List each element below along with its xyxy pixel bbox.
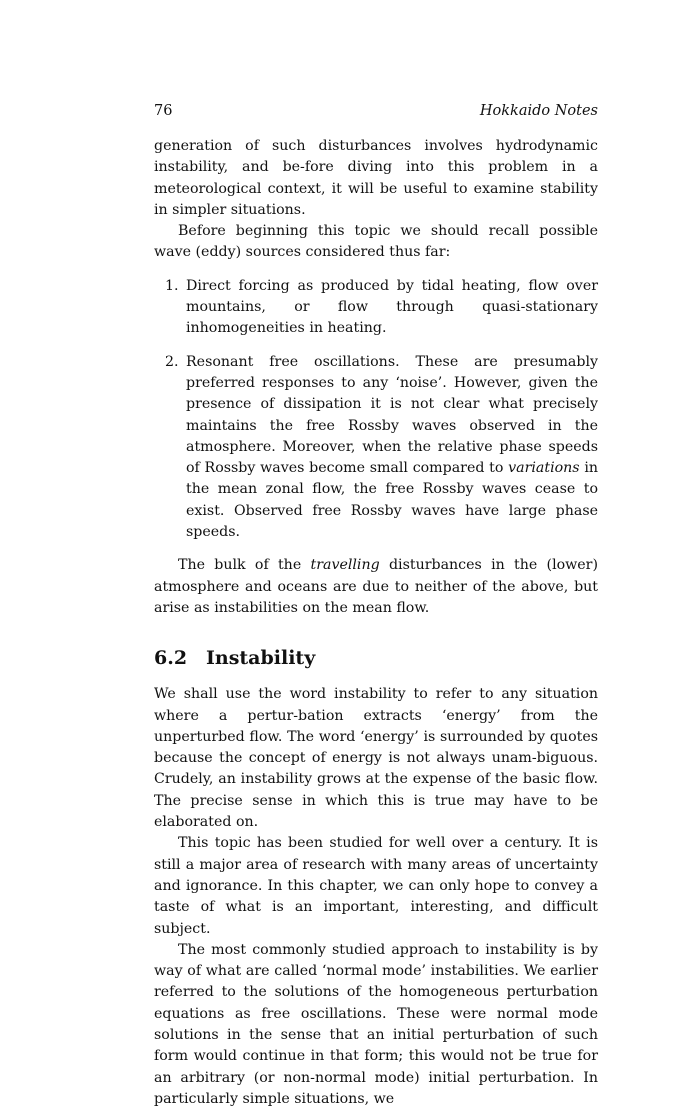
intro-paragraph-2: Before beginning this topic we should recall possible wave (eddy) sources considered thus far: [154,223,598,261]
list-item [154,352,598,544]
body-paragraph-3: The most commonly studied approach to instability is by way of what are called ‘normal mode’ instabilities. We earlier referred to the solutions of the homogeneous perturbation equations as free oscillations. These were normal mode solutions in the sense that an initial perturbation of such form would continue in that form; this would not be true for an arbitrary (or non-normal mode) initial perturbation. In particularly simple situations, we [154,941,598,1107]
page-number: 76 [154,103,173,119]
page-header [154,102,598,120]
emphasis-travelling: travelling [310,557,380,574]
document-page [154,102,598,1110]
body-paragraph-1: We shall use the word instability to refer to any situation where a pertur-bation extracts ‘energy’ from the unperturbed flow. The word ‘energy’ is surrounded by quotes because the concept of energy is not always unam-biguous. Crudely, an instability grows at the expense of the basic flow. The precise sense in which this is true may have to be elaborated on. [154,686,598,831]
bulk-paragraph [154,555,598,619]
list-item-text-before: Resonant free oscillations. These are presumably preferred responses to any ‘noise’. However, given the presence of dissipation it is not clear what precisely maintains the free Rossby waves observed in the atmosphere. Moreover, when the relative phase speeds of Rossby waves become small compared to [186,353,598,477]
bulk-text-before: The bulk of the [178,557,311,574]
list-item-text-after: in the mean zonal flow, the free Rossby waves cease to exist. Observed free Rossby waves have large phase speeds. [186,460,598,541]
intro-paragraph-1: generation of such disturbances involves hydrodynamic instability, and be-fore diving into this problem in a meteorological context, it will be useful to examine stability in simpler situations. [154,138,598,218]
list-item-number: 1. [165,277,179,294]
list-item-text [186,354,598,540]
section-heading [154,646,598,670]
list-item-text: Direct forcing as produced by tidal heating, flow over mountains, or flow through quasi-stationary inhomogeneities in heating. [186,277,598,337]
section-number: 6.2 [154,647,188,670]
section-title: Instability [206,647,316,670]
list-item [154,276,598,340]
bulk-text-after: disturbances in the (lower) atmosphere and oceans are due to neither of the above, but arise as instabilities on the mean flow. [154,557,598,616]
emphasis-variations: variations [508,460,580,477]
wave-sources-list [154,276,598,544]
body-paragraph-2: This topic has been studied for well over a century. It is still a major area of research with many areas of uncertainty and ignorance. In this chapter, we can only hope to convey a taste of what is an important, interesting, and difficult subject. [154,835,598,937]
running-title: Hokkaido Notes [479,103,598,119]
list-item-number: 2. [165,353,179,370]
